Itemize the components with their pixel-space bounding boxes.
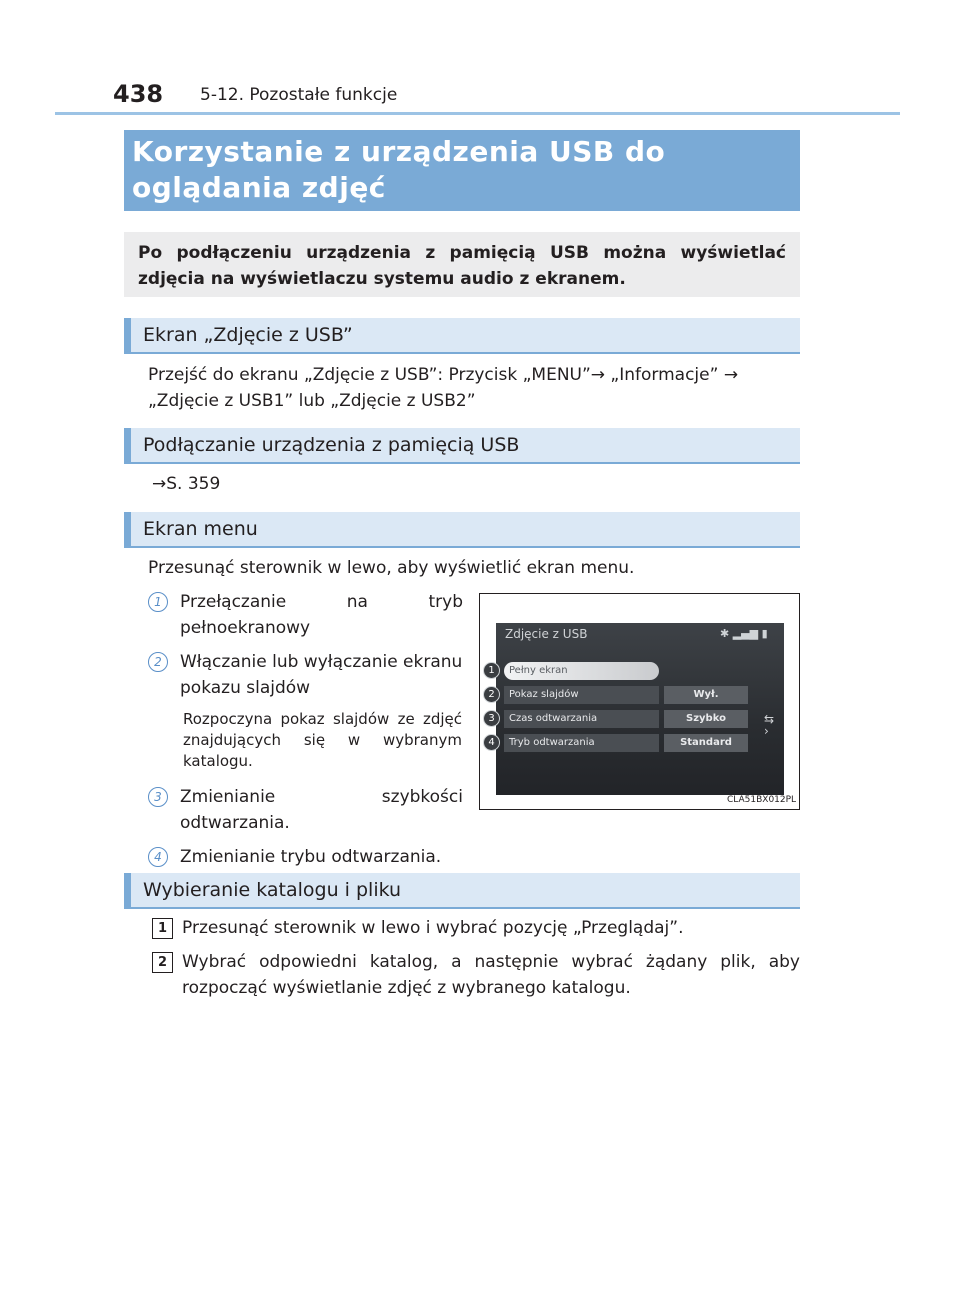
back-arrow-icon: ⇆ › xyxy=(764,712,775,738)
step-text: Przesunąć sterownik w lewo i wybrać pozycję „Przeglądaj”. xyxy=(182,918,684,938)
status-icons xyxy=(720,627,768,640)
item-text: Przełączanie na tryb pełnoekranowy xyxy=(180,592,463,638)
screen-row-full-screen: Pełny ekran xyxy=(504,662,659,680)
page-reference: →S. 359 xyxy=(152,474,221,494)
header-rule xyxy=(55,112,900,115)
screen-row-speed: Czas odtwarzania xyxy=(504,710,659,728)
screen-row-slideshow: Pokaz slajdów xyxy=(504,686,659,704)
section-heading-usb-photo: Ekran „Zdjęcie z USB” xyxy=(124,318,800,354)
intro-text: Po podłączeniu urządzenia z pamięcią USB można wyświetlać zdjęcia na wyświetlaczu systemu audio z ekranem. xyxy=(138,243,786,289)
page-title: Korzystanie z urządzenia USB do oglądania zdjęć xyxy=(124,130,800,211)
steps-list xyxy=(152,915,800,1001)
screen-badge-4: 4 xyxy=(483,734,500,751)
screen-badge-3: 3 xyxy=(483,710,500,727)
image-code: CLA51BX012PL xyxy=(727,795,797,805)
menu-list xyxy=(148,589,468,870)
list-item xyxy=(148,589,468,641)
screen-row-mode: Tryb odtwarzania xyxy=(504,734,659,752)
item-number: 1 xyxy=(148,592,168,612)
battery-icon: ▮ xyxy=(761,627,768,640)
section-heading-menu: Ekran menu xyxy=(124,512,800,548)
item-text: Włączanie lub wyłączanie ekranu pokazu slajdów xyxy=(180,652,463,698)
item-number: 2 xyxy=(148,652,168,672)
list-item xyxy=(152,949,800,1001)
screen-value-slideshow: Wył. xyxy=(664,686,748,704)
list-item xyxy=(148,784,468,836)
list-item xyxy=(152,915,800,941)
screen-badge-1: 1 xyxy=(483,662,500,679)
signal-icon: ▂▄▆ xyxy=(732,627,759,640)
list-item xyxy=(148,844,468,870)
section-heading-connect: Podłączanie urządzenia z pamięcią USB xyxy=(124,428,800,464)
section-heading-catalog: Wybieranie katalogu i pliku xyxy=(124,873,800,909)
item-number: 3 xyxy=(148,787,168,807)
screen-value-mode: Standard xyxy=(664,734,748,752)
slideshow-note: Rozpoczyna pokaz slajdów ze zdjęć znajdujących się w wybranym katalogu. xyxy=(183,710,462,770)
step-number: 2 xyxy=(152,952,173,973)
item-number: 4 xyxy=(148,847,168,867)
item-text: Zmienianie szybkości odtwarzania. xyxy=(180,787,463,833)
step-number: 1 xyxy=(152,918,173,939)
page-number: 438 xyxy=(113,80,164,108)
intro-box xyxy=(124,232,800,297)
bluetooth-icon: ✱ xyxy=(720,627,730,640)
menu-lead: Przesunąć sterownik w lewo, aby wyświetlić ekran menu. xyxy=(148,558,635,578)
screen-image xyxy=(496,623,784,795)
screen-badge-2: 2 xyxy=(483,686,500,703)
chapter-title: 5-12. Pozostałe funkcje xyxy=(200,85,398,105)
item-text: Zmienianie trybu odtwarzania. xyxy=(180,847,442,867)
list-item xyxy=(148,649,468,701)
screen-value-speed: Szybko xyxy=(664,710,748,728)
section-usb-photo-line1: Przejść do ekranu „Zdjęcie z USB”: Przycisk „MENU”→ „Informacje” → xyxy=(148,365,739,385)
section-usb-photo-line2: „Zdjęcie z USB1” lub „Zdjęcie z USB2” xyxy=(148,391,476,411)
screen-title: Zdjęcie z USB xyxy=(505,627,588,641)
step-text: Wybrać odpowiedni katalog, a następnie wybrać żądany plik, aby rozpocząć wyświetlanie zdjęć z wybranego katalogu. xyxy=(182,952,800,998)
